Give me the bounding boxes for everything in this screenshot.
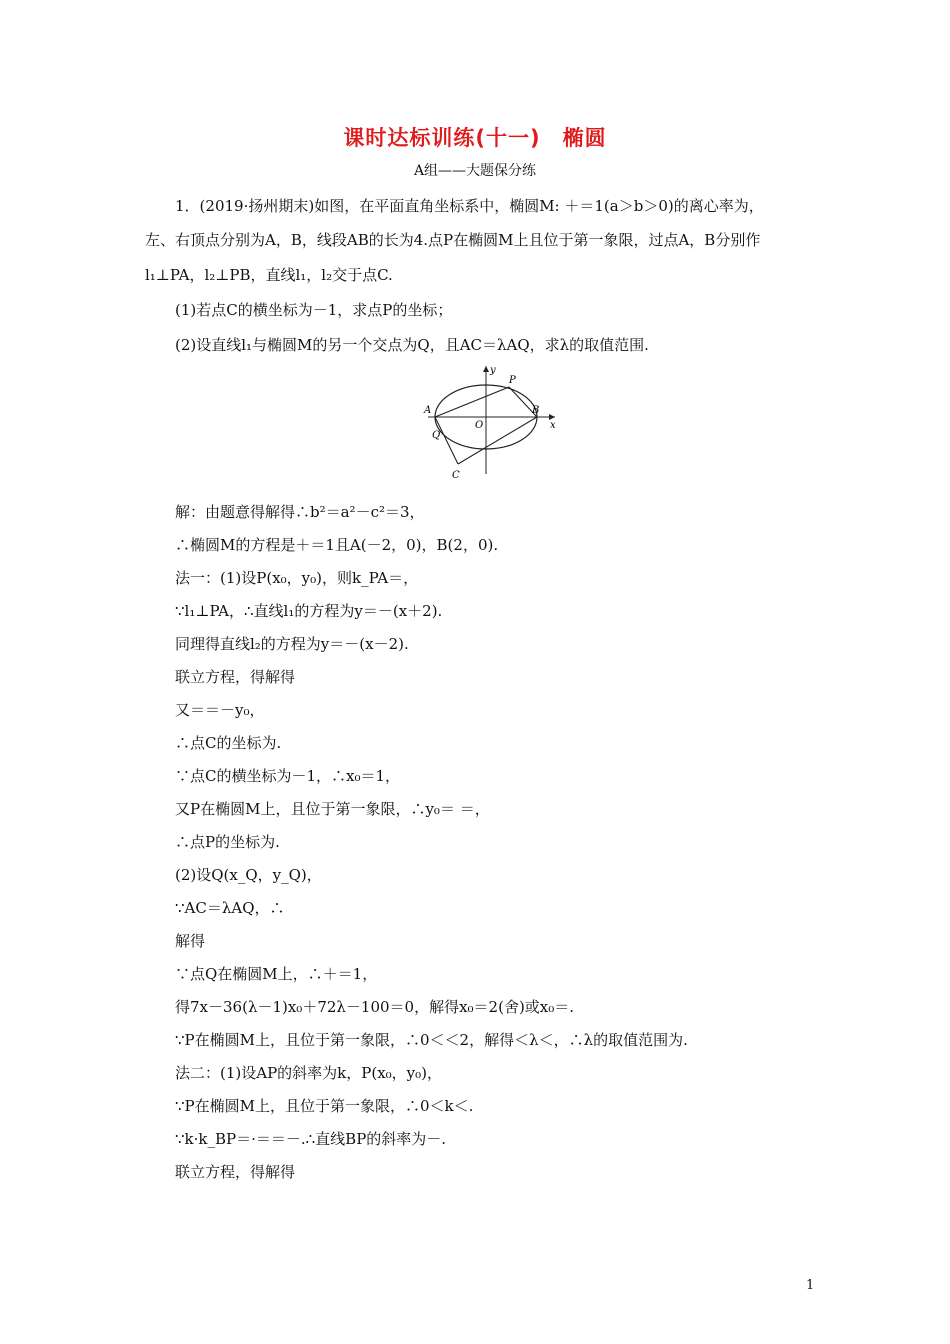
text-line: l₁⊥PA，l₂⊥PB，直线l₁，l₂交于点C. [145, 266, 393, 284]
text-line: ∴点P的坐标为. [175, 833, 280, 851]
text-line: 得7x－36(λ－1)x₀＋72λ－100＝0，解得x₀＝2(舍)或x₀＝. [175, 998, 575, 1016]
label-B: B [532, 405, 540, 416]
ellipse-figure [420, 362, 560, 484]
text-line: ∵k·k_BP＝·＝＝－.∴直线BP的斜率为－. [175, 1130, 447, 1148]
label-y: y [490, 365, 496, 376]
text-line: ∴点C的坐标为. [175, 734, 282, 752]
text-line: 联立方程，得解得 [175, 668, 296, 686]
text-line: 又＝＝－y₀， [175, 701, 265, 719]
text-line: ∴椭圆M的方程是＋＝1且A(－2，0)，B(2，0). [175, 536, 499, 554]
text-line: 左、右顶点分别为A，B，线段AB的长为4.点P在椭圆M上且位于第一象限，过点A，B分别作 [145, 231, 761, 249]
page-number: 1 [806, 1278, 815, 1293]
text-line: ∵点Q在椭圆M上，∴＋＝1， [175, 965, 378, 983]
text-line: ∵P在椭圆M上，且位于第一象限，∴0＜＜2，解得＜λ＜，∴λ的取值范围为. [175, 1031, 688, 1049]
text-line: (2)设Q(x_Q，y_Q)， [175, 866, 322, 884]
label-C: C [452, 470, 460, 481]
text-line: 解得 [175, 932, 206, 950]
text-line: 又P在椭圆M上，且位于第一象限，∴y₀＝ ＝， [175, 800, 490, 818]
label-x: x [550, 420, 556, 431]
text-line: ∵P在椭圆M上，且位于第一象限，∴0＜k＜. [175, 1097, 474, 1115]
text-line: 解：由题意得解得∴b²＝a²－c²＝3， [175, 503, 425, 521]
text-line: ∵点C的横坐标为－1，∴x₀＝1， [175, 767, 401, 785]
text-line: 同理得直线l₂的方程为y＝－(x－2). [175, 635, 409, 653]
text-line: 法二：(1)设AP的斜率为k，P(x₀，y₀)， [175, 1064, 443, 1082]
text-line: 1．(2019·扬州期末)如图，在平面直角坐标系中，椭圆M: ＋＝1(a＞b＞0)的离心率为， [175, 197, 764, 215]
text-line: (2)设直线l₁与椭圆M的另一个交点为Q，且AC＝λAQ，求λ的取值范围. [175, 336, 649, 354]
label-O: O [475, 420, 484, 431]
section-subtitle: A组——大题保分练 [413, 163, 537, 179]
page-title: 课时达标训练(十一) 椭圆 [343, 126, 607, 150]
text-line: (1)若点C的横坐标为－1，求点P的坐标； [175, 301, 453, 319]
label-A: A [424, 405, 432, 416]
text-line: 联立方程，得解得 [175, 1163, 296, 1181]
text-line: ∵AC＝λAQ，∴ [175, 899, 285, 917]
text-line: 法一：(1)设P(x₀，y₀)，则k_PA＝， [175, 569, 419, 587]
label-P: P [509, 375, 516, 386]
label-Q: Q [432, 430, 441, 441]
text-line: ∵l₁⊥PA，∴直线l₁的方程为y＝－(x＋2). [175, 602, 443, 620]
